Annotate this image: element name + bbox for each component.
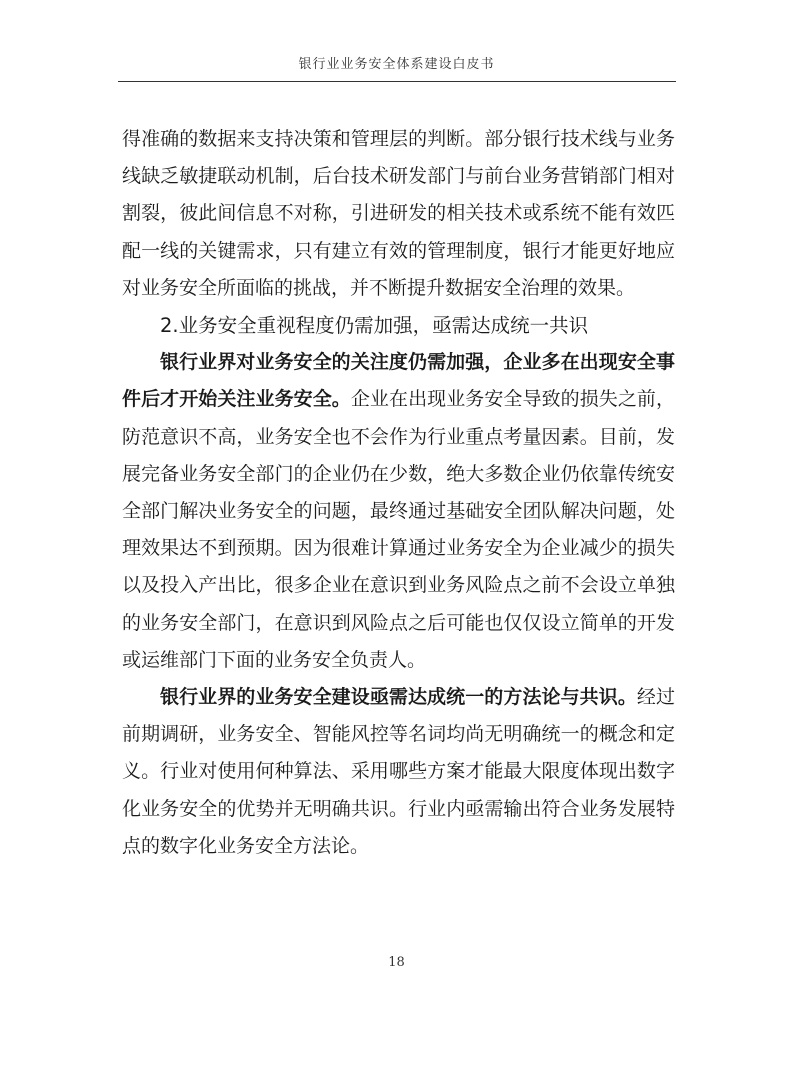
header-divider xyxy=(118,81,676,82)
paragraph-3 xyxy=(122,679,675,865)
paragraph-2-body: 企业在出现业务安全导致的损失之前，防范意识不高，业务安全也不会作为行业重点考量因素。目前，发展完备业务安全部门的企业仍在少数，绝大多数企业仍依靠传统安全部门解决业务安全的问题，最终通过基础安全团队解决问题，处理效果达不到预期。因为很难计算通过业务安全为企业减少的损失以及投入产出比，很多企业在意识到业务风险点之前不会设立单独的业务安全部门，在意识到风险点之后可能也仅仅设立简单的开发或运维部门下面的业务安全负责人。 xyxy=(122,388,675,671)
page-body xyxy=(122,121,675,865)
paragraph-2-lead: 银行业界对业务安全的关注度仍需加强，企业多在出现安全事件后才开始关注业务安全。 xyxy=(122,351,675,411)
paragraph-1: 得准确的数据来支持决策和管理层的判断。部分银行技术线与业务线缺乏敏捷联动机制，后台技术研发部门与前台业务营销部门相对割裂，彼此间信息不对称，引进研发的相关技术或系统不能有效匹配一线的关键需求，只有建立有效的管理制度，银行才能更好地应对业务安全所面临的挑战，并不断提升数据安全治理的效果。 xyxy=(122,128,675,299)
page-number: 18 xyxy=(388,955,405,970)
section-heading: 2.业务安全重视程度仍需加强，亟需达成统一共识 xyxy=(160,314,589,338)
paragraph-3-lead: 银行业界的业务安全建设亟需达成统一的方法论与共识。 xyxy=(160,686,637,709)
running-header: 银行业业务安全体系建设白皮书 xyxy=(298,57,495,72)
paragraph-3-body: 经过前期调研，业务安全、智能风控等名词均尚无明确统一的概念和定义。行业对使用何种算法、采用哪些方案才能最大限度体现出数字化业务安全的优势并无明确共识。行业内亟需输出符合业务发展特点的数字化业务安全方法论。 xyxy=(122,686,675,857)
paragraph-2 xyxy=(122,344,675,679)
